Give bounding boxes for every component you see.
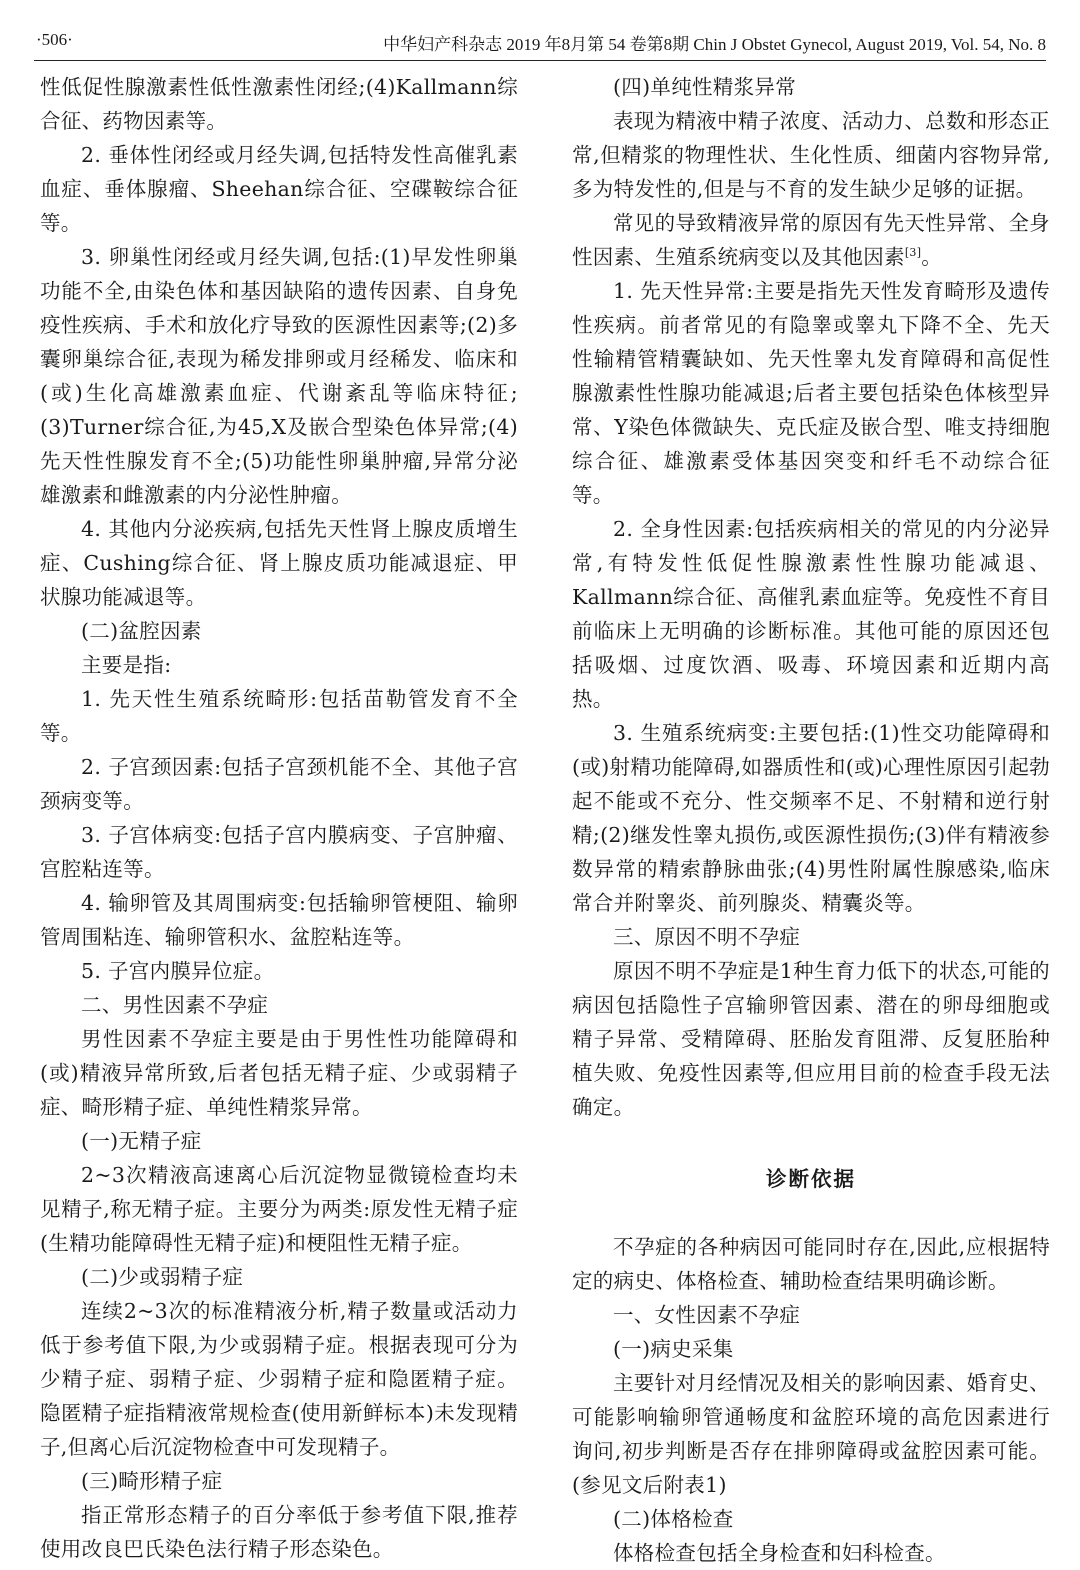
paragraph-text: 常见的导致精液异常的原因有先天性异常、全身性因素、生殖系统病变以及其他因素 <box>572 211 1050 269</box>
paragraph: 5. 子宫内膜异位症。 <box>81 959 275 983</box>
paragraph-with-citation <box>572 206 1050 274</box>
paragraph: 不孕症的各种病因可能同时存在,因此,应根据特定的病史、体格检查、辅助检查结果明确诊断。 <box>572 1235 1050 1293</box>
paragraph: 连续2~3次的标准精液分析,精子数量或活动力低于参考值下限,为少或弱精子症。根据表现可分为少精子症、弱精子症、少弱精子症和隐匿精子症。隐匿精子症指精液常规检查(使用新鲜标本)未发现精子,但离心后沉淀物检查中可发现精子。 <box>40 1299 518 1459</box>
section-heading: (二)少或弱精子症 <box>81 1265 244 1289</box>
paragraph: 原因不明不孕症是1种生育力低下的状态,可能的病因包括隐性子宫输卵管因素、潜在的卵母细胞或精子异常、受精障碍、胚胎发育阻滞、反复胚胎种植失败、免疫性因素等,但应用目前的检查手段无法确定。 <box>572 959 1050 1119</box>
paragraph: 4. 其他内分泌疾病,包括先天性肾上腺皮质增生症、Cushing综合征、肾上腺皮质功能减退症、甲状腺功能减退等。 <box>40 517 518 609</box>
paragraph: 2~3次精液高速离心后沉淀物显微镜检查均未见精子,称无精子症。主要分为两类:原发性无精子症(生精功能障碍性无精子症)和梗阻性无精子症。 <box>40 1163 518 1255</box>
paragraph: 2. 子宫颈因素:包括子宫颈机能不全、其他子宫颈病变等。 <box>40 755 518 813</box>
paragraph: 3. 卵巢性闭经或月经失调,包括:(1)早发性卵巢功能不全,由染色体和基因缺陷的遗传因素、自身免疫性疾病、手术和放化疗导致的医源性因素等;(2)多囊卵巢综合征,表现为稀发排卵或月经稀发、临床和(或)生化高雄激素血症、代谢紊乱等临床特征;(3)Turner综合征,为45,X及嵌合型染色体异常;(4)先天性性腺发育不全;(5)功能性卵巢肿瘤,异常分泌雄激素和雌激素的内分泌性肿瘤。 <box>40 245 518 507</box>
section-heading: (三)畸形精子症 <box>81 1469 223 1493</box>
header-rule <box>34 60 1046 61</box>
section-title: 诊断依据 <box>766 1167 856 1191</box>
paragraph: 1. 先天性生殖系统畸形:包括苗勒管发育不全等。 <box>40 687 518 745</box>
paragraph: 指正常形态精子的百分率低于参考值下限,推荐使用改良巴氏染色法行精子形态染色。 <box>40 1503 518 1561</box>
paragraph: 3. 生殖系统病变:主要包括:(1)性交功能障碍和(或)射精功能障碍,如器质性和(或)心理性原因引起勃起不能或不充分、性交频率不足、不射精和逆行射精;(2)继发性睾丸损伤,或医源性损伤;(3)伴有精液参数异常的精索静脉曲张;(4)男性附属性腺感染,临床常合并附睾炎、前列腺炎、精囊炎等。 <box>572 721 1050 915</box>
paragraph: 3. 子宫体病变:包括子宫内膜病变、子宫肿瘤、宫腔粘连等。 <box>40 823 518 881</box>
section-heading: (二)体格检查 <box>613 1507 734 1531</box>
section-heading: 二、男性因素不孕症 <box>81 993 269 1017</box>
section-heading: (四)单纯性精浆异常 <box>613 75 796 99</box>
section-heading: (二)盆腔因素 <box>81 619 202 643</box>
section-heading: 三、原因不明不孕症 <box>613 925 801 949</box>
paragraph: 体格检查包括全身检查和妇科检查。 <box>613 1541 946 1565</box>
paragraph: 2. 垂体性闭经或月经失调,包括特发性高催乳素血症、垂体腺瘤、Sheehan综合征、空碟鞍综合征等。 <box>40 143 518 235</box>
section-heading: (一)无精子症 <box>81 1129 202 1153</box>
section-heading: 一、女性因素不孕症 <box>613 1303 801 1327</box>
journal-citation-line: 中华妇产科杂志 2019 年8月第 54 卷第8期 Chin J Obstet Gynecol, August 2019, Vol. 54, No. 8 <box>383 35 1046 54</box>
paragraph: 2. 全身性因素:包括疾病相关的常见的内分泌异常,有特发性低促性腺激素性性腺功能减退、Kallmann综合征、高催乳素血症等。免疫性不育目前临床上无明确的诊断标准。其他可能的原因还包括吸烟、过度饮酒、吸毒、环境因素和近期内高热。 <box>572 517 1050 711</box>
paragraph: 1. 先天性异常:主要是指先天性发育畸形及遗传性疾病。前者常见的有隐睾或睾丸下降不全、先天性输精管精囊缺如、先天性睾丸发育障碍和高促性腺激素性性腺功能减退;后者主要包括染色体核型异常、Y染色体微缺失、克氏症及嵌合型、唯支持细胞综合征、雄激素受体基因突变和纤毛不动综合征等。 <box>572 279 1050 507</box>
left-column <box>40 70 518 1566</box>
paragraph: 表现为精液中精子浓度、活动力、总数和形态正常,但精浆的物理性状、生化性质、细菌内容物异常,多为特发性的,但是与不育的发生缺少足够的证据。 <box>572 109 1050 201</box>
paragraph: 主要针对月经情况及相关的影响因素、婚育史、可能影响输卵管通畅度和盆腔环境的高危因素进行询问,初步判断是否存在排卵障碍或盆腔因素可能。(参见文后附表1) <box>572 1371 1050 1497</box>
running-header <box>36 26 1046 58</box>
right-column <box>572 70 1050 1570</box>
paragraph: 主要是指: <box>81 653 172 677</box>
page-number: ·506· <box>36 30 73 49</box>
end-punct: 。 <box>921 245 943 269</box>
paragraph: 4. 输卵管及其周围病变:包括输卵管梗阻、输卵管周围粘连、输卵管积水、盆腔粘连等。 <box>40 891 518 949</box>
paragraph: 性低促性腺激素性低性激素性闭经;(4)Kallmann综合征、药物因素等。 <box>40 75 518 133</box>
section-heading: (一)病史采集 <box>613 1337 734 1361</box>
citation-ref[interactable]: [3] <box>904 246 922 260</box>
paragraph: 男性因素不孕症主要是由于男性性功能障碍和(或)精液异常所致,后者包括无精子症、少或弱精子症、畸形精子症、单纯性精浆异常。 <box>40 1027 518 1119</box>
